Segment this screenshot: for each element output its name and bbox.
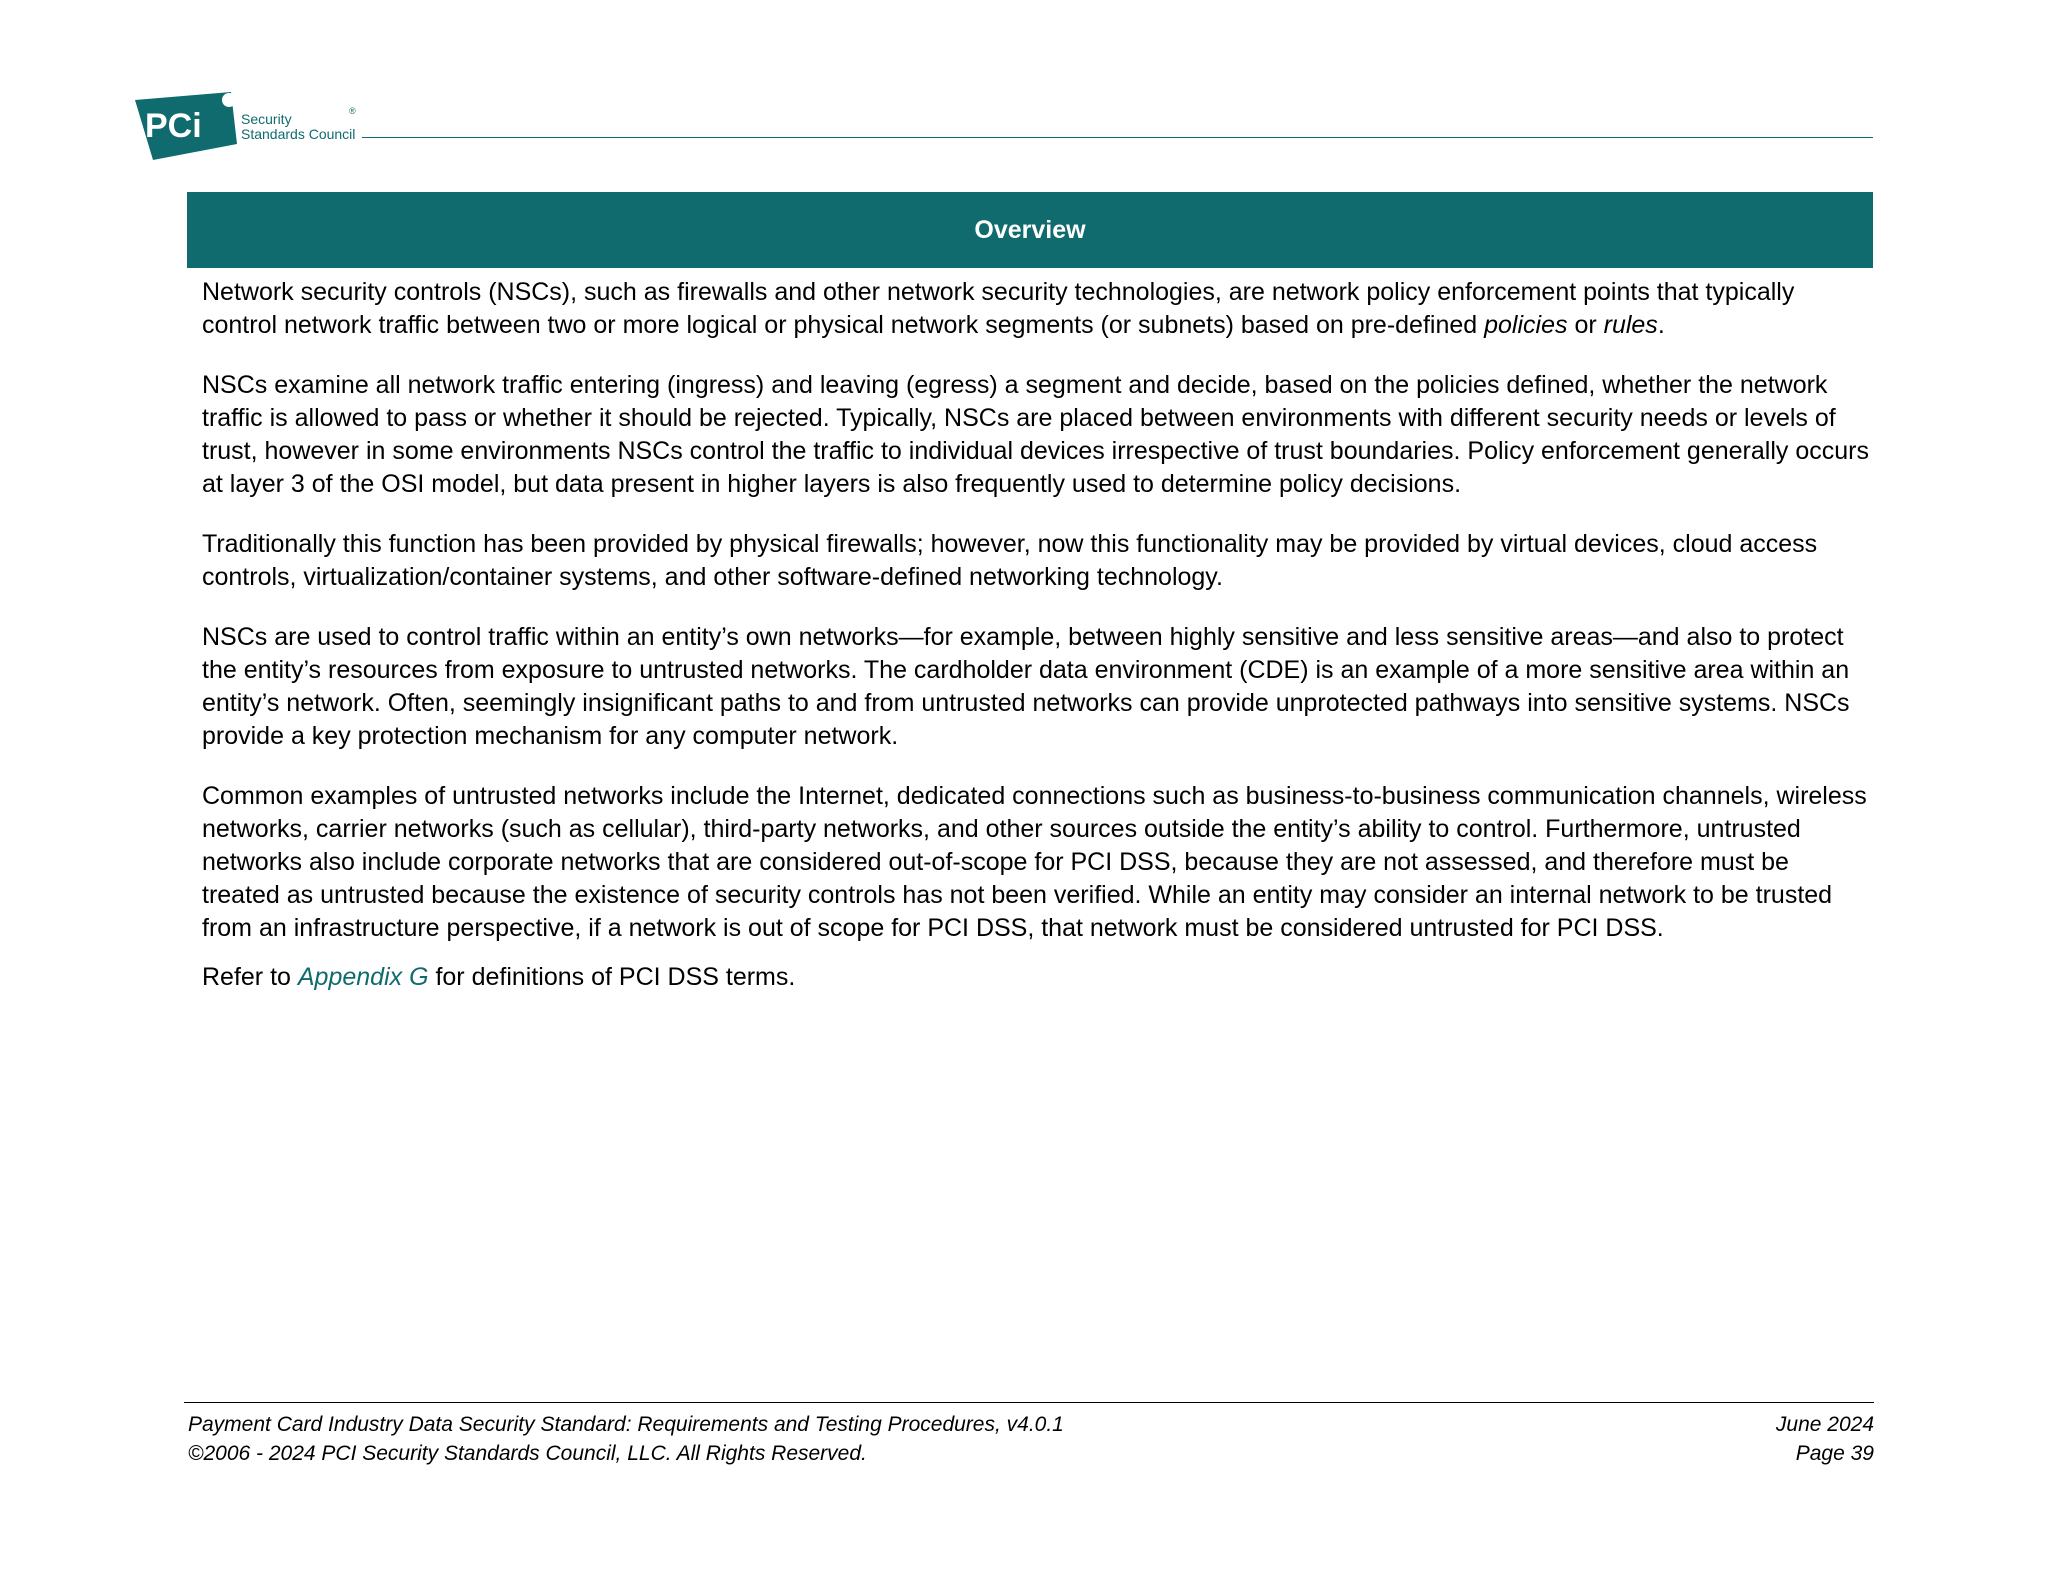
header-divider bbox=[362, 137, 1873, 138]
logo-line-1: Security bbox=[241, 111, 292, 127]
footer-date: June 2024 bbox=[1775, 1413, 1874, 1436]
refer-text: Refer to bbox=[202, 963, 298, 991]
page-footer bbox=[188, 1410, 1874, 1468]
overview-body bbox=[202, 276, 1872, 994]
pci-logo-icon bbox=[133, 90, 241, 162]
footer-copyright: ©2006 - 2024 PCI Security Standards Council, LLC. All Rights Reserved. bbox=[188, 1442, 867, 1465]
emphasis-policies: policies bbox=[1484, 311, 1568, 339]
paragraph-text: or bbox=[1567, 311, 1604, 339]
paragraph-untrusted-networks: Common examples of untrusted networks include the Internet, dedicated connections such as business-to-business communication channels, wireless networks, carrier networks (such as cellular), third-party networks, and other sources outside the entity’s ability to control. Furthermore, untrusted networks also include corporate networks that are considered out-of-scope for PCI DSS, because they are not assessed, and therefore must be treated as untrusted because the existence of security controls has not been verified. While an entity may consider an internal network to be trusted from an infrastructure perspective, if a network is out of scope for PCI DSS, that network must be considered untrusted for PCI DSS. bbox=[202, 782, 1867, 942]
logo-wordmark bbox=[241, 112, 355, 142]
section-title: Overview bbox=[974, 215, 1086, 244]
footer-row-2 bbox=[188, 1439, 1874, 1468]
paragraph-nsc-definition bbox=[202, 276, 1872, 342]
paragraph-text: Network security controls (NSCs), such as firewalls and other network security technologies, are network policy enforcement points that typically control network traffic between two or more logical or physical network segments (or subnets) based on pre-defined bbox=[202, 278, 1795, 339]
logo-line-2: Standards Council bbox=[241, 126, 356, 142]
logo-mark-text: PCi bbox=[145, 107, 202, 145]
page-header bbox=[133, 90, 1873, 170]
paragraph-text: . bbox=[1657, 311, 1665, 339]
footer-row-1 bbox=[188, 1410, 1874, 1439]
footer-document-title: Payment Card Industry Data Security Standard: Requirements and Testing Procedures, v4.0.1 bbox=[188, 1413, 1064, 1436]
footer-page-number: Page 39 bbox=[1795, 1442, 1874, 1465]
emphasis-rules: rules bbox=[1603, 311, 1658, 339]
section-title-banner bbox=[187, 192, 1873, 268]
appendix-g-link[interactable]: Appendix G bbox=[297, 963, 429, 991]
paragraph-nsc-traffic: NSCs examine all network traffic entering (ingress) and leaving (egress) a segment and decide, based on the policies defined, whether the network traffic is allowed to pass or whether it should be rejected. Typically, NSCs are placed between environments with different security needs or levels of trust, however in some environments NSCs control the traffic to individual devices irrespective of trust boundaries. Policy enforcement generally occurs at layer 3 of the OSI model, but data present in higher layers is also frequently used to determine policy decisions. bbox=[202, 371, 1869, 498]
footer-divider bbox=[184, 1402, 1874, 1403]
refer-text: for definitions of PCI DSS terms. bbox=[428, 963, 796, 991]
paragraph-nsc-function: Traditionally this function has been provided by physical firewalls; however, now this functionality may be provided by virtual devices, cloud access controls, virtualization/container systems, and other software-defined networking technology. bbox=[202, 530, 1818, 591]
paragraph-refer bbox=[202, 961, 1872, 994]
paragraph-nsc-usage: NSCs are used to control traffic within an entity’s own networks—for example, between highly sensitive and less sensitive areas—and also to protect the entity’s resources from exposure to untrusted networks. The cardholder data environment (CDE) is an example of a more sensitive area within an entity’s network. Often, seemingly insignificant paths to and from untrusted networks can provide unprotected pathways into sensitive systems. NSCs provide a key protection mechanism for any computer network. bbox=[202, 623, 1850, 750]
registered-mark: ® bbox=[349, 106, 356, 116]
